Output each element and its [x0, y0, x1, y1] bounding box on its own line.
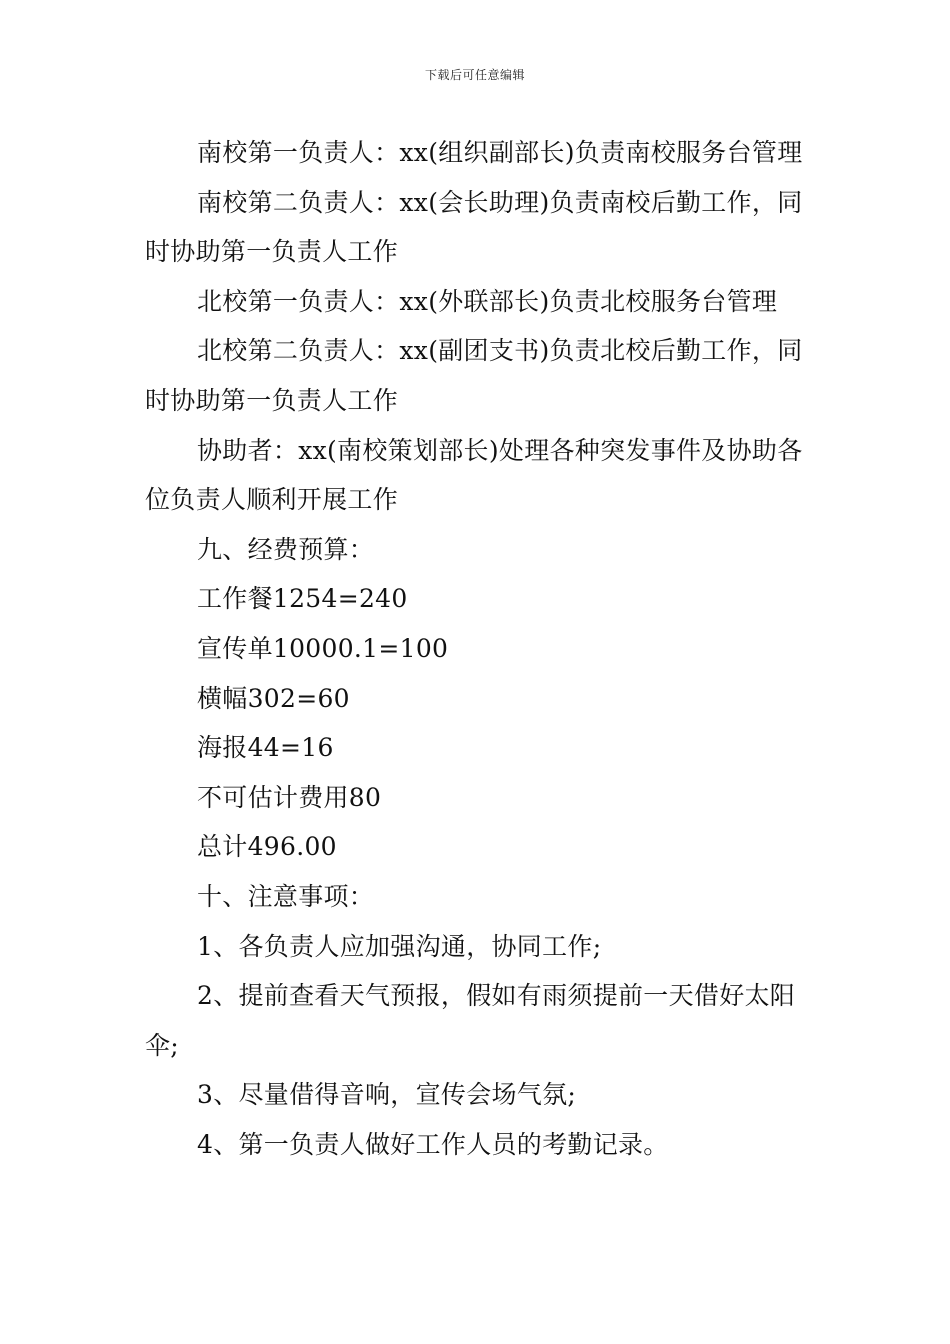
budget-item-banner: 横幅302=60 — [197, 683, 350, 713]
note-item-2: 2、提前查看天气预报，假如有雨须提前一天借好太阳伞; — [145, 981, 796, 1060]
page-header: 下载后可任意编辑 — [424, 68, 525, 82]
note-item-1: 1、各负责人应加强沟通，协同工作; — [197, 931, 602, 961]
note-item-4: 4、第一负责人做好工作人员的考勤记录。 — [197, 1129, 669, 1159]
document-body — [145, 128, 810, 1169]
section-heading-budget: 九、经费预算： — [197, 534, 375, 564]
budget-item-contingency: 不可估计费用80 — [197, 782, 382, 812]
paragraph-north-first-lead: 北校第一负责人：xx(外联部长)负责北校服务台管理 — [197, 286, 778, 316]
budget-item-flyers: 宣传单10000.1=100 — [197, 633, 449, 663]
paragraph-north-second-lead: 北校第二负责人：xx(副团支书)负责北校后勤工作，同时协助第一负责人工作 — [145, 336, 803, 415]
section-heading-notes: 十、注意事项： — [197, 881, 375, 911]
note-item-3: 3、尽量借得音响，宣传会场气氛; — [197, 1080, 577, 1110]
budget-item-posters: 海报44=16 — [197, 733, 334, 763]
paragraph-south-first-lead: 南校第一负责人：xx(组织副部长)负责南校服务台管理 — [197, 138, 803, 167]
budget-total: 总计496.00 — [197, 832, 337, 862]
paragraph-south-second-lead: 南校第二负责人：xx(会长助理)负责南校后勤工作，同时协助第一负责人工作 — [145, 187, 803, 267]
paragraph-assistant: 协助者：xx(南校策划部长)处理各种突发事件及协助各位负责人顺利开展工作 — [145, 435, 803, 515]
budget-item-meals: 工作餐1254=240 — [197, 584, 408, 614]
